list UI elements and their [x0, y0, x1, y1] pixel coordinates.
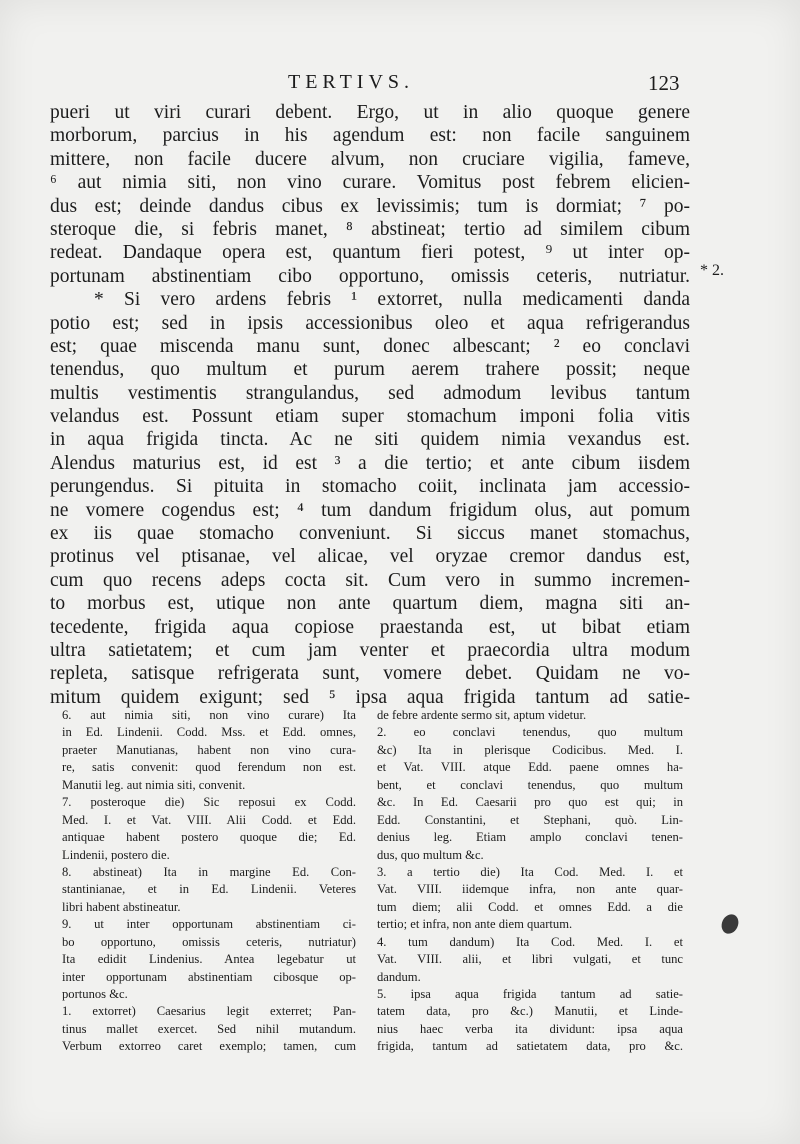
text-line: cum quo recens adeps cocta sit. Cum vero in summo incremen- — [50, 569, 690, 591]
page-number: 123 — [648, 71, 680, 95]
footnote-line: Vat. VIII. alii, et libri vulgati, et tunc — [377, 952, 683, 967]
footnotes-right-column — [377, 707, 683, 1056]
text-line: repleta, satisque refrigerata sunt, vomere debet. Quidam ne vo- — [50, 663, 690, 685]
footnote-line: 2. eo conclavi tenendus, quo multum — [377, 725, 683, 740]
footnote-line: tertio; et infra, non ante diem quartum. — [377, 917, 573, 932]
text-line: dus est; deinde dandus cibus ex levissimis; tum is dormiat; ⁷ po- — [50, 195, 690, 217]
footnote-line: de febre ardente sermo sit, aptum videtur. — [377, 708, 587, 722]
text-line: multis vestimentis strangulandus, sed admodum levibus tantum — [50, 382, 690, 404]
footnote-line: Lindenii, postero die. — [62, 847, 170, 862]
footnote-line: antiquae habent postero quoque die; Ed. — [62, 830, 356, 845]
text-line: * Si vero ardens febris ¹ extorret, nulla medicamenti danda — [94, 289, 690, 311]
text-line: mitum quidem exigunt; sed ⁵ ipsa aqua frigida tantum ad satie- — [50, 686, 690, 708]
footnote-line: &c) Ita in plerisque Codicibus. Med. I. — [377, 742, 683, 757]
text-line: tecedente, frigida aqua copiose praestanda est, ut bibat etiam — [50, 616, 690, 638]
footnote-line: &c. In Ed. Caesarii pro quo est qui; in — [377, 795, 683, 810]
text-line: ⁶ aut nimia siti, non vino curare. Vomitus post febrem elicien- — [50, 172, 690, 194]
footnote-line: Verbum extorreo caret exemplo; tamen, cum — [62, 1039, 356, 1054]
text-line: to morbus est, utique non ante quartum diem, magna siti an- — [50, 593, 690, 615]
text-line: perungendus. Si pituita in stomacho coiit, inclinata jam accessio- — [50, 476, 690, 498]
footnote-line: tatem data, pro &c.) Manutii, et Linde- — [377, 1004, 683, 1019]
main-text-block — [50, 101, 690, 709]
running-title: TERTIVS. — [288, 71, 415, 93]
footnote-line: frigida, tantum ad satietatem data, pro &c. — [377, 1039, 683, 1054]
text-line: in aqua frigida tincta. Ac ne siti quidem nimia vexandus est. — [50, 429, 690, 451]
footnote-line: 4. tum dandum) Ita Cod. Med. I. et — [377, 934, 683, 949]
footnote-line: bent, et conclavi tenendus, quo multum — [377, 777, 683, 792]
footnote-line: nius haec verba ita dividunt: ipsa aqua — [377, 1021, 683, 1036]
footnote-line: Edd. Constantini, et Stephani, quò. Lin- — [377, 812, 683, 827]
text-line: mittere, non facile ducere alvum, non cruciare vigilia, fameve, — [50, 148, 690, 170]
footnote-line: denius leg. Etiam amplo conclavi tenen- — [377, 830, 683, 845]
text-line: ne vomere cogendus est; ⁴ tum dandum frigidum olus, aut pomum — [50, 499, 690, 521]
footnote-line: 8. abstineat) Ita in margine Ed. Con- — [62, 864, 356, 879]
text-line: ex iis quae stomacho conveniunt. Si siccus manet stomachus, — [50, 523, 690, 545]
footnote-line: et Vat. VIII. atque Edd. paene omnes ha- — [377, 760, 683, 775]
footnote-line: inter opportunam abstinentiam cibosque op- — [62, 969, 356, 984]
text-line: tenendus, quo multum et purum aerem trahere possit; neque — [50, 359, 690, 381]
footnote-line: praeter Manutianas, habent non vino cura- — [62, 742, 356, 757]
text-line: ultra satietatem; et cum jam venter et praecordia ultra modum — [50, 639, 690, 661]
footnote-line: Vat. VIII. iidemque infra, non ante quar- — [377, 882, 683, 897]
footnote-line: tum diem; alii Codd. et omnes Edd. a die — [377, 899, 683, 914]
footnote-line: 5. ipsa aqua frigida tantum ad satie- — [377, 987, 683, 1001]
footnote-line: Med. I. et Vat. VIII. Alii Codd. et Edd. — [62, 812, 356, 827]
margin-note: * 2. — [700, 262, 724, 279]
text-line: Alendus maturius est, id est ³ a die tertio; et ante cibum iisdem — [50, 452, 690, 474]
text-line: velandus est. Possunt etiam super stomachum imponi folia vitis — [50, 406, 690, 428]
text-line: potio est; sed in ipsis accessionibus oleo et aqua refrigerandus — [50, 312, 690, 334]
footnote-line: 3. a tertio die) Ita Cod. Med. I. et — [377, 864, 683, 879]
text-line: portunam abstinentiam cibo opportuno, omissis ceteris, nutriatur. — [50, 265, 690, 287]
footnote-line: Ita edidit Lindenius. Antea legebatur ut — [62, 952, 356, 967]
text-line: protinus vel ptisanae, vel alicae, vel oryzae cremor dandus est, — [50, 546, 690, 568]
text-line: pueri ut viri curari debent. Ergo, ut in alio quoque genere — [50, 102, 690, 123]
footnote-line: libri habent abstineatur. — [62, 899, 181, 914]
footnote-line: portunos &c. — [62, 987, 128, 1001]
text-line: est; quae miscenda manu sunt, donec albescant; ² eo conclavi — [50, 335, 690, 357]
footnote-line: re, satis convenit: quod ferendum non est. — [62, 760, 356, 775]
text-line: redeat. Dandaque opera est, quantum fieri potest, ⁹ ut inter op- — [50, 242, 690, 264]
footnotes-left-column — [62, 707, 356, 1056]
footnote-line: 9. ut inter opportunam abstinentiam ci- — [62, 917, 356, 932]
footnote-line: in Ed. Lindenii. Codd. Mss. et Edd. omnes, — [62, 725, 356, 740]
text-line: morborum, parcius in his agendum est: non facile sanguinem — [50, 125, 690, 147]
footnote-line: 7. posteroque die) Sic reposui ex Codd. — [62, 795, 356, 810]
footnote-line: stantinianae, et in Ed. Lindenii. Veteres — [62, 882, 356, 897]
footnote-line: 1. extorret) Caesarius legit exterret; Pan- — [62, 1004, 356, 1019]
running-head — [0, 71, 800, 97]
footnote-line: dandum. — [377, 969, 421, 984]
ink-blot — [719, 912, 742, 937]
footnote-line: Manutii leg. aut nimia siti, convenit. — [62, 777, 246, 792]
footnote-line: bo opportuno, omissis ceteris, nutriatur) — [62, 934, 356, 949]
text-line: steroque die, si febris manet, ⁸ abstineat; tertio ad similem cibum — [50, 218, 690, 240]
footnote-line: dus, quo multum &c. — [377, 847, 484, 862]
footnote-line: 6. aut nimia siti, non vino curare) Ita — [62, 708, 356, 722]
footnote-line: tinus mallet exercet. Sed nihil mutandum. — [62, 1021, 356, 1036]
